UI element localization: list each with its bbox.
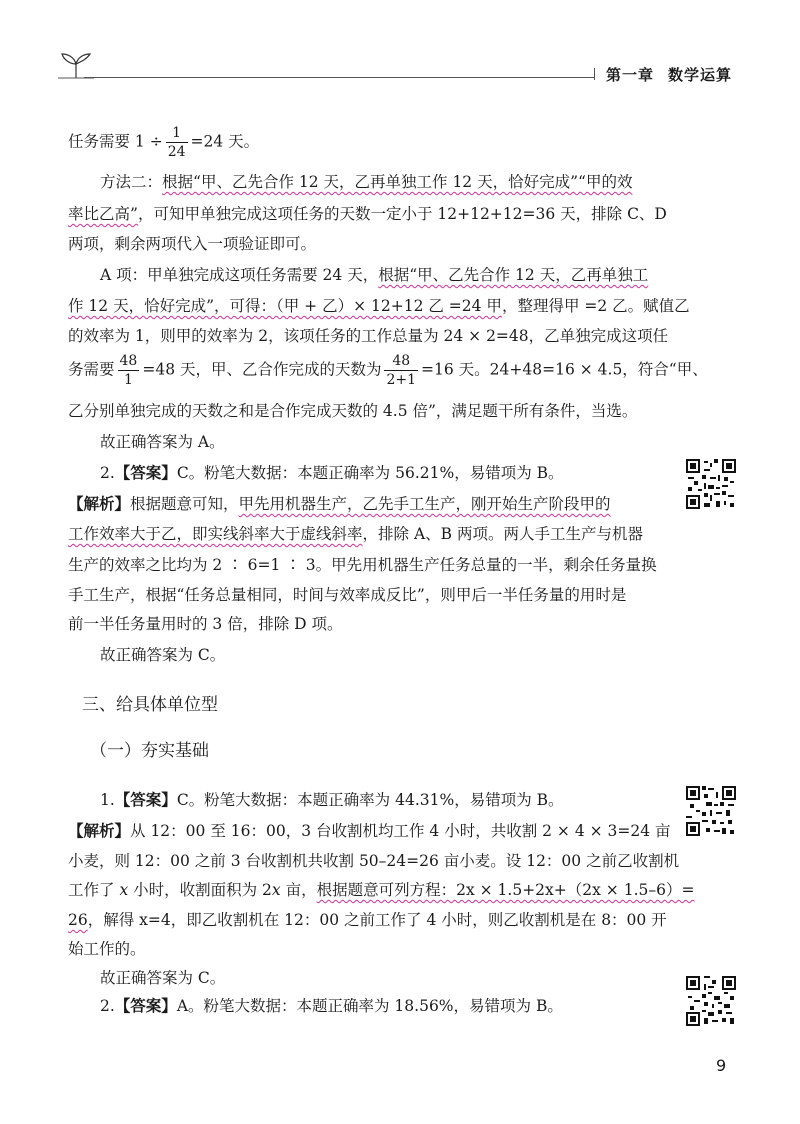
fraction xyxy=(166,124,188,161)
analysis-tag: 【解析】 xyxy=(68,495,131,513)
text-line-m5 xyxy=(68,910,667,930)
text: 小时，收割面积为 2 xyxy=(128,881,272,899)
text-line-11 xyxy=(100,463,564,483)
text: 工作了 xyxy=(68,881,120,899)
chapter-label: 第一章 xyxy=(606,66,655,84)
text-line-m3: 小麦，则 12：00 之前 3 台收割机共收割 50–24=26 亩小麦。设 12：00 之前乙收割机 xyxy=(68,852,680,870)
text-line-m7: 故正确答案为 C。 xyxy=(100,969,226,987)
fraction-numerator: 48 xyxy=(119,353,138,369)
fraction-denominator: 1 xyxy=(123,372,133,388)
text: 方法二： xyxy=(100,173,163,191)
text-line-10: 故正确答案为 A。 xyxy=(100,433,225,451)
text: 根据题意可知， xyxy=(130,495,239,513)
text: =16 天。24+48=16 × 4.5，符合“甲、 xyxy=(421,360,708,379)
text: 务需要 xyxy=(68,360,115,379)
text: C。粉笔大数据：本题正确率为 44.31%，易错项为 B。 xyxy=(176,791,564,809)
fraction xyxy=(384,352,418,389)
text-line-m6: 始工作的。 xyxy=(68,940,146,958)
text-line-m1 xyxy=(100,790,564,810)
subsection-heading: （一）夯实基础 xyxy=(90,741,209,761)
highlighted-text: 根据“甲、乙先合作 12 天，乙再单独工 xyxy=(378,266,649,284)
fraction-numerator: 1 xyxy=(166,124,188,143)
text-line-2 xyxy=(100,172,632,192)
fraction-numerator: 48 xyxy=(384,352,418,371)
qr-code-icon[interactable] xyxy=(686,459,736,509)
chapter-title: 数学运算 xyxy=(668,66,733,84)
text: ，整理得甲 =2 乙。赋值乙 xyxy=(501,297,690,315)
text: 从 12：00 至 16：00，3 台收割机均工作 4 小时，共收割 2 × 4 × 3=24 亩 xyxy=(130,822,671,840)
variable: x xyxy=(119,881,129,899)
text: ，解得 x=4，即乙收割机在 12：00 之前工作了 4 小时，则乙收割机是在 8：00 开 xyxy=(87,911,667,929)
sprout-logo-icon xyxy=(58,50,94,80)
text-line-12 xyxy=(68,494,611,514)
item-number: 2. xyxy=(100,997,115,1015)
text-line-15: 手工生产，根据“任务总量相同，时间与效率成反比”，则甲后一半任务量的用时是 xyxy=(68,586,627,604)
answer-tag: 【答案】 xyxy=(114,791,177,809)
highlighted-text: 根据“甲、乙先合作 12 天，乙再单独工作 12 天，恰好完成”“甲的效 xyxy=(162,173,633,191)
highlighted-text: 工作效率大于乙，即实线斜率大于虚线斜率 xyxy=(68,525,363,543)
text: A。粉笔大数据：本题正确率为 18.56%，易错项为 B。 xyxy=(176,997,563,1015)
fraction-denominator: 2+1 xyxy=(386,372,417,388)
text-line-14: 生产的效率之比均为 2 ∶ 6=1 ∶ 3。甲先用机器生产任务总量的一半，剩余任务量换 xyxy=(68,556,657,574)
text: 任务需要 1 ÷ xyxy=(68,132,163,151)
text-line-m8 xyxy=(100,996,563,1016)
text-line-1 xyxy=(68,124,259,161)
answer-tag: 【答案】 xyxy=(114,464,177,482)
text-line-3 xyxy=(68,204,667,224)
highlighted-text: 率比乙高” xyxy=(68,205,138,223)
header-rule xyxy=(84,77,594,78)
highlighted-text: 甲先用机器生产，乙先手工生产，刚开始生产阶段甲的 xyxy=(238,495,611,513)
fraction xyxy=(118,352,140,389)
qr-code-icon[interactable] xyxy=(686,976,736,1026)
highlighted-text: 作 12 天，恰好完成”，可得：（甲 + 乙）× 12+12 乙 =24 甲 xyxy=(68,297,502,315)
text-line-m4 xyxy=(68,880,694,900)
text-line-m2 xyxy=(68,821,671,841)
header-rule-end xyxy=(594,68,595,80)
variable: x xyxy=(271,881,281,899)
chapter-header xyxy=(606,64,732,85)
text-line-8 xyxy=(68,352,708,389)
analysis-tag: 【解析】 xyxy=(68,822,131,840)
text: A 项：甲单独完成这项任务需要 24 天， xyxy=(100,266,379,284)
text: ，可知甲单独完成这项任务的天数一定小于 12+12+12=36 天，排除 C、D xyxy=(137,205,667,223)
text-line-6 xyxy=(68,296,690,316)
text-line-17: 故正确答案为 C。 xyxy=(100,646,226,664)
text: 亩， xyxy=(280,881,317,899)
item-number: 1. xyxy=(100,791,115,809)
text-line-7: 的效率为 1，则甲的效率为 2，该项任务的工作总量为 24 × 2=48，乙单独完成这项任 xyxy=(68,327,669,345)
text: =24 天。 xyxy=(190,132,260,151)
text-line-16: 前一半任务量用时的 3 倍，排除 D 项。 xyxy=(68,615,343,633)
highlighted-text: 根据题意可列方程：2x × 1.5+2x+（2x × 1.5–6）= xyxy=(316,881,695,899)
text: =48 天，甲、乙合作完成的天数为 xyxy=(142,360,382,379)
text: C。粉笔大数据：本题正确率为 56.21%，易错项为 B。 xyxy=(176,464,564,482)
section-heading: 三、给具体单位型 xyxy=(82,695,218,715)
qr-code-icon[interactable] xyxy=(686,786,736,836)
fraction-denominator: 24 xyxy=(167,144,186,160)
item-number: 2. xyxy=(100,464,115,482)
text-line-9: 乙分别单独完成的天数之和是合作完成天数的 4.5 倍”，满足题干所有条件，当选。 xyxy=(68,402,638,420)
text-line-4: 两项，剩余两项代入一项验证即可。 xyxy=(68,235,317,253)
page-number: 9 xyxy=(716,1056,727,1075)
highlighted-text: 26 xyxy=(68,911,88,929)
text-line-5 xyxy=(100,265,648,285)
answer-tag: 【答案】 xyxy=(114,997,177,1015)
text-line-13 xyxy=(68,524,643,544)
text: ，排除 A、B 两项。两人手工生产与机器 xyxy=(362,525,643,543)
